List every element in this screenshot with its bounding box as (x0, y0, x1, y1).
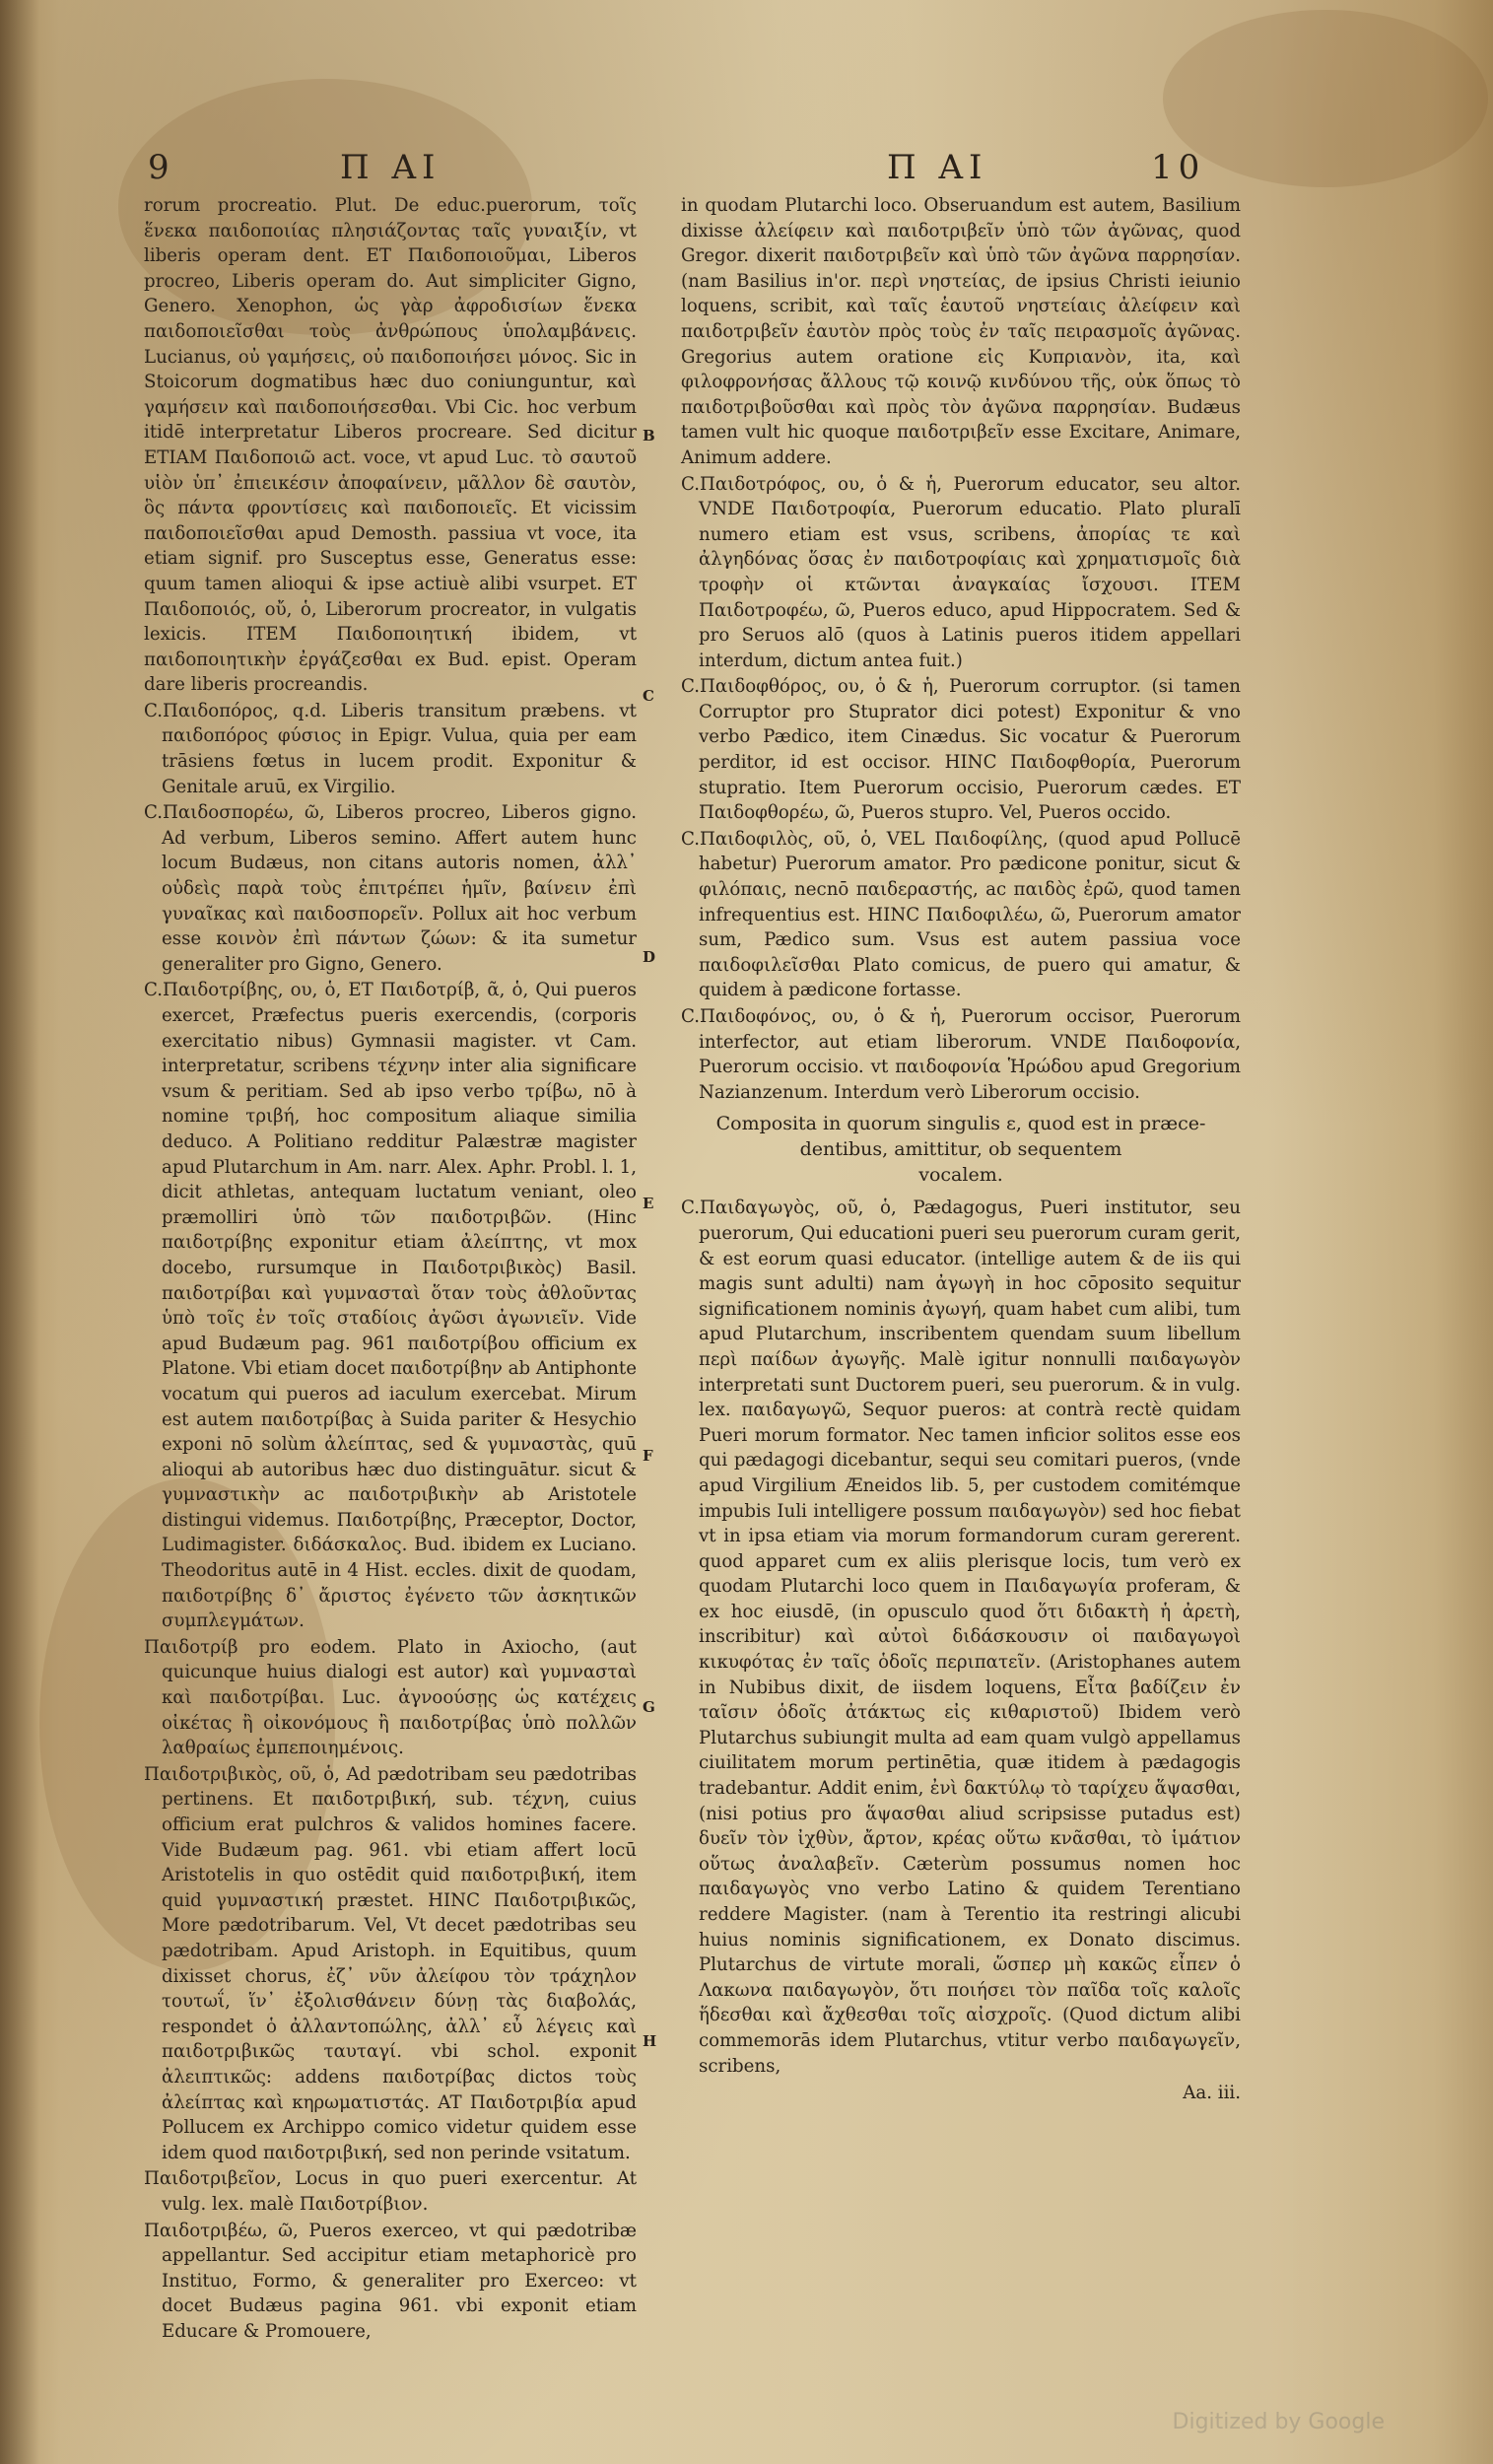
entry-paragraph: C.Παιδοφιλὸς, οῦ, ὁ, VEL Παιδοφίλης, (quod apud Pollucē habetur) Puerorum amator. Pro pædicone ponitur, sicut & φιλόπαις, necnō παιδεραστής, ac παιδὸς ἐρῶ, quod tamen infrequentius est. HINC Παιδοφιλέω, ῶ, Puerorum amator sum, Pædico sum. Vsus est autem passiua voce παιδοφιλεῖσθαι Plato comicus, de puero qui amatur, & quidem à pædicone fortasse. (681, 828, 1241, 1001)
section-note (681, 1111, 1241, 1188)
entry-paragraph: in quodam Plutarchi loco. Obseruandum est autem, Basilium dixisse ἀλείφειν καὶ παιδοτριβεῖν ὑπὸ τῶν ἀγῶνας, quod Gregor. dixerit παιδοτριβεῖν καὶ ὑπὸ τῶν ἀγῶνα παρρησίαν. (nam Basilius in'or. περὶ νηστείας, de ipsius Christi ieiunio loquens, scribit, καὶ ταῖς ἑαυτοῦ νηστείαις ἀλείφειν καὶ παιδοτριβεῖν ἑαυτὸν πρὸς τοὺς ἐν ταῖς πειρασμοῖς ἀγῶνας. Gregorius autem oratione εἰς Κυπριανὸν, ita, καὶ φιλοφρονήσας ἄλλους τῷ κοινῷ κινδύνου τῆς, οὐκ ὅπως τὸ παιδοτριβοῦσθαι καὶ πρὸς τὸν ἀγῶνα παρρησίαν. Budæus tamen vult hic quoque παιδοτριβεῖν esse Excitare, Animare, Animum addere. (681, 195, 1241, 468)
entry-paragraph: C.Παιδοσπορέω, ῶ, Liberos procreo, Liberos gigno. Ad verbum, Liberos semino. Affert autem hunc locum Budæus, non citans autoris nomen, ἀλλ᾽ οὐδεὶς παρὰ τοὺς ἐπιτρέπει ἡμῖν, βαίνειν ἐπὶ γυναῖκας καὶ παιδοσπορεῖν. Pollux ait hoc verbum esse κοινὸν ἐπὶ πάντων ζώων: & ita sumetur generaliter pro Gigno, Genero. (144, 802, 637, 975)
section-note-line: dentibus, amittitur, ob sequentem (799, 1138, 1122, 1161)
signature-mark: Aa. iii. (1183, 2083, 1241, 2104)
right-column (681, 193, 1241, 2106)
running-head-right: Π ΑΙ (887, 148, 988, 187)
folio-left: 9 (148, 148, 175, 187)
margin-letter-g: G (643, 1698, 655, 1716)
entry-paragraph: C.Παιδοφθόρος, ου, ὁ & ἡ, Puerorum corruptor. (si tamen Corruptor pro Stuprator dici potest) Exponitur & vno verbo Pædico, item Cinædus. Sic vocatur & Puerorum perditor, id est occisor. HINC Παιδοφθορία, Puerorum stupratio. Item Puerorum occisio, Puerorum cædes. ET Παιδοφθορέω, ῶ, Pueros stupro. Vel, Pueros occido. (681, 676, 1241, 824)
folio-right: 10 (1151, 148, 1206, 187)
entry-paragraph: C.Παιδοτρίβης, ου, ὁ, ET Παιδοτρίβ, ᾶ, ὁ, Qui pueros exercet, Præfectus pueris exercendis, (corporis exercitatio nibus) Gymnasii magister. vt Cam. interpretatur, scribens τέχνην inter alia significare vsum & peritiam. Sed ab ipso verbo τρίβω, nō à nomine τριβή, hoc compositum aliaque similia deduco. A Politiano redditur Palæstræ magister apud Plutarchum in Am. narr. Alex. Aphr. Probl. l. 1, dicit athletas, antequam luctatum veniant, oleo præmolliri ὑπὸ τῶν παιδοτριβῶν. (Hinc παιδοτρίβης exponitur etiam ἀλείπτης, vt mox docebo, rursumque in Παιδοτριβικὸς) Basil. παιδοτρίβαι καὶ γυμνασταὶ ὅταν τοὺς ἀθλοῦντας ὑπὸ τοῖς ἐν τοῖς σταδίοις ἀγῶσι ἀγωνιεῖν. Vide apud Budæum pag. 961 παιδοτρίβου officium ex Platone. Vbi etiam docet παιδοτρίβην ab Antiphonte vocatum qui pueros ad iaculum exercebat. Mirum est autem παιδοτρίβας à Suida pariter & Hesychio exponi nō solùm ἀλείπτας, sed & γυμναστὰς, quū alioqui ab autoribus hæc duo distinguātur. sicut & γυμναστικὴν ac παιδοτριβικὴν ab Aristotele distingui videmus. Παιδοτρίβης, Præceptor, Doctor, Ludimagister. διδάσκαλος. Bud. ibidem ex Luciano. Theodoritus autē in 4 Hist. eccles. dixit de quodam, παιδοτρίβης δ᾽ ἄριστος ἐγένετο τῶν ἀσκητικῶν συμπλεγμάτων. (144, 980, 637, 1632)
margin-letter-b: B (643, 427, 655, 445)
margin-letter-e: E (643, 1195, 654, 1212)
spine-shadow (0, 0, 39, 2464)
entry-paragraph: Παιδοτρίβ pro eodem. Plato in Axiocho, (aut quicunque huius dialogi est autor) καὶ γυμνασταὶ καὶ παιδοτρίβαι. Luc. ἀγνοούσῃς ὡς κατέχεις οἰκέτας ἢ οἰκονόμους ἢ παιδοτρίβας ὑπὸ πολλῶν λαθραίως ἐμπεποιημένοις. (144, 1636, 637, 1759)
entry-paragraph: C.Παιδοφόνος, ου, ὁ & ἡ, Puerorum occisor, Puerorum interfector, aut etiam liberorum. VNDE Παιδοφονία, Puerorum occisio. vt παιδοφονία Ἡρώδου apud Gregorium Nazianzenum. Interdum verò Liberorum occisio. (681, 1006, 1241, 1103)
running-head-left: Π ΑΙ (340, 148, 441, 187)
margin-letter-c: C (643, 687, 654, 705)
section-note-line: vocalem. (918, 1164, 1003, 1187)
margin-letter-f: F (643, 1447, 653, 1465)
page-header (0, 148, 1493, 197)
margin-letter-d: D (643, 948, 656, 966)
digitization-watermark: Digitized by Google (1172, 2410, 1385, 2434)
entry-paragraph: Παιδοτριβέω, ῶ, Pueros exerceo, vt qui pædotribæ appellantur. Sed accipitur etiam metaphoricè pro Instituo, Formo, & generaliter pro Exerceo: vt docet Budæus pagina 961. vbi exponit etiam Educare & Promouere, (144, 2220, 637, 2342)
margin-letter-h: H (643, 2032, 657, 2050)
section-note-line: Composita in quorum singulis ε, quod est in præce- (715, 1113, 1206, 1135)
entry-paragraph: Παιδοτριβικὸς, οῦ, ὁ, Ad pædotribam seu pædotribas pertinens. Et παιδοτριβική, sub. τέχνη, cuius officium erat pulchros & validos homines facere. Vide Budæum pag. 961. vbi etiam affert locū Aristotelis in quo ostēdit quid παιδοτριβική, item quid γυμναστική præstet. HINC Παιδοτριβικῶς, More pædotribarum. Vel, Vt decet pædotribas seu pædotribam. Apud Aristoph. in Equitibus, quum dixisset chorus, ἐζ᾽ νῦν ἀλείφου τὸν τράχηλον τουτωΐ, ἵν᾽ ἐξολισθάνειν δύνῃ τὰς διαβολάς, respondet ὁ ἀλλαντοπώλης, ἀλλ᾽ εὖ λέγεις καὶ παιδοτριβικῶς ταυταγί. vbi schol. exponit ἀλειπτικῶς: addens παιδοτρίβας dictos τοὺς ἀλείπτας καὶ κηρωματιστάς. AT Παιδοτριβία apud Pollucem ex Archippo comico videtur quidem esse idem quod παιδοτριβική, sed non perinde vsitatum. (144, 1763, 637, 2163)
entry-paragraph: Παιδοτριβεῖον, Locus in quo pueri exercentur. At vulg. lex. malè Παιδοτρίβιον. (144, 2168, 637, 2215)
entry-paragraph: rorum procreatio. Plut. De educ.puerorum, τοῖς ἕνεκα παιδοποιίας πλησιάζοντας ταῖς γυναιξίν, vt liberis operam dent. ET Παιδοποιοῦμαι, Liberos procreo, Liberis operam do. Aut simpliciter Gigno, Genero. Xenophon, ὡς γὰρ ἀφροδισίων ἕνεκα παιδοποιεῖσθαι τοὺς ἀνθρώπους ὑπολαμβάνεις. Lucianus, οὐ γαμήσεις, οὐ παιδοποιήσει μόνος. Sic in Stoicorum dogmatibus hæc duo coniunguntur, καὶ γαμήσειν καὶ παιδοποιήσεσθαι. Vbi Cic. hoc verbum itidē interpretatur Liberos procreare. Sed dicitur ETIAM Παιδοποιῶ act. voce, vt apud Luc. τὸ σαυτοῦ υἱὸν ὑπ᾽ ἐπιεικέσιν ἀποφαίνειν, μᾶλλον δὲ σαυτὸν, ὃς πάντα φροντίσεις καὶ παιδοποιεῖς. Et vicissim παιδοποιεῖσθαι apud Demosth. passiua vt voce, ita etiam signif. pro Susceptus esse, Generatus esse: quum tamen alioqui & ipse actiuè alibi vsurpet. ET Παιδοποιός, οὔ, ὁ, Liberorum procreator, in vulgatis lexicis. ITEM Παιδοποιητική ibidem, vt παιδοποιητικὴν ἐργάζεσθαι ex Bud. epist. Operam dare liberis procreandis. (144, 195, 637, 696)
left-column (144, 193, 637, 2345)
entry-paragraph: C.Παιδοτρόφος, ου, ὁ & ἡ, Puerorum educator, seu altor. VNDE Παιδοτροφία, Puerorum educatio. Plato pluralī numero etiam est vsus, scribens, ἀπορίας τε καὶ ἀλγηδόνας ὅσας ἐν παιδοτροφίαις καὶ χρηματισμοῖς διὰ τροφὴν οἱ κτῶνται ἀναγκαίας ἴσχουσι. ITEM Παιδοτροφέω, ῶ, Pueros educo, apud Hippocratem. Sed & pro Seruos alō (quos à Latinis pueros itidem appellari interdum, dictum antea fuit.) (681, 473, 1241, 671)
entry-paragraph: C.Παιδαγωγὸς, οῦ, ὁ, Pædagogus, Pueri institutor, seu puerorum, Qui educationi pueri seu puerorum curam gerit, & est eorum quasi educator. (intellige autem & de iis qui magis sunt adulti) nam ἀγωγὴ in hoc cōposito sequitur significationem nominis ἀγωγή, quam habet cum alibi, tum apud Plutarchum, inscribentem quendam suum libellum περὶ παίδων ἀγωγῆς. Malè igitur nonnulli παιδαγωγὸν interpretati sunt Ductorem pueri, seu puerorum. & in vulg. lex. παιδαγωγῶ, Sequor pueros: at contrà rectè quidam Pueri morum formator. Nec tamen inficior solitos esse eos qui pædagogi dicebantur, sequi seu comitari pueros, (vnde apud Virgilium Æneidos lib. 5, per custodem comitémque impubis Iuli intelligere possum παιδαγωγὸν) sed hoc fiebat vt in ipsa etiam via morum formandorum curam gererent. quod apparet cum ex aliis plerisque locis, tum verò ex quodam Plutarchi loco quem in Παιδαγωγία proferam, & ex hoc eiusdē, (in opusculo quod ὅτι διδακτὴ ἡ ἀρετὴ, inscribitur) καὶ αὐτοὶ διδάσκουσιν οἱ παιδαγωγοὶ κικυφότας ἐν ταῖς ὁδοῖς περιπατεῖν. (Aristophanes autem in Nubibus dixit, de iisdem loquens, Εἶτα βαδίζειν ἐν ταῖσιν ὁδοῖς ἀτάκτως εἰς κιθαριστοῦ) Ibidem verò Plutarchus subiungit multa ad eam quam vulgò appellamus ciuilitatem morum pertinētia, quæ itidem à pædagogis tradebantur. Addit enim, ἐνὶ δακτύλῳ τὸ ταρίχευ ἅψασθαι, (nisi potius pro ἅψασθαι aliud scripsisse putadus est) δυεῖν τὸν ἰχθὺν, ἄρτον, κρέας οὕτω κνᾶσθαι, τὸ ἱμάτιον οὕτως ἀναλαβεῖν. Cæterùm possumus nomen hoc παιδαγωγὸς vno verbo Latino & quidem Terentiano reddere Magister. (nam à Terentio ita restringi alicubi huius nominis significationem, ex Donato discimus. Plutarchus de virtute morali, ὥσπερ μὴ κακῶς εἶπεν ὁ Λακωνα παιδαγωγὸν, ὅτι ποιήσει τὸν παῖδα τοῖς καλοῖς ἥδεσθαι καὶ ἄχθεσθαι τοῖς αἰσχροῖς. (Quod dictum alibi commemorās idem Plutarchus, vtitur verbo παιδαγωγεῖν, scribens, (681, 1198, 1241, 2077)
entry-paragraph: C.Παιδοπόρος, q.d. Liberis transitum præbens. vt παιδοπόρος φύσιος in Epigr. Vulua, quia per eam trāsiens fœtus in lucem prodit. Exponitur & Genitale aruū, ex Virgilio. (144, 700, 637, 797)
